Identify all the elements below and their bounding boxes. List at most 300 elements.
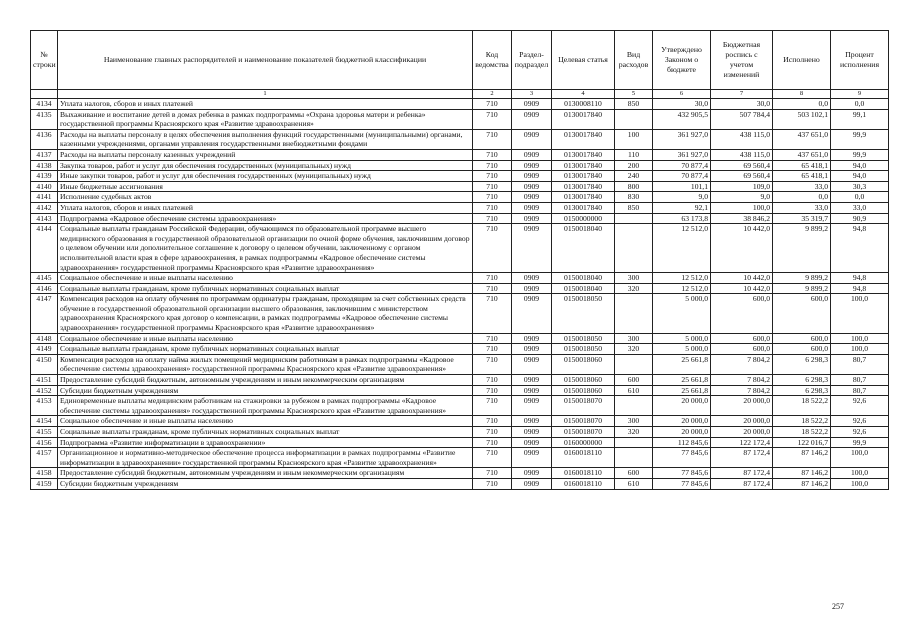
row-name: Подпрограмма «Кадровое обеспечение системы здравоохранения» [58,213,473,224]
section-code: 0909 [512,181,552,192]
section-code: 0909 [512,192,552,203]
table-row [31,448,889,468]
target-item-code: 0130017840 [552,192,615,203]
header-department-code: Код ведомства [473,31,512,90]
target-item-code: 0150018050 [552,344,615,355]
expense-type-code [615,109,653,129]
execution-percent: 80,7 [831,375,889,386]
executed-amount: 87 146,2 [773,478,831,489]
department-code: 710 [473,129,512,149]
row-number: 4137 [31,149,58,160]
execution-percent: 100,0 [831,333,889,344]
schedule-amount: 10 442,0 [711,283,773,294]
section-code: 0909 [512,273,552,284]
row-name: Иные бюджетные ассигнования [58,181,473,192]
row-number: 4149 [31,344,58,355]
execution-percent: 94,0 [831,171,889,182]
row-number: 4152 [31,385,58,396]
target-item-code: 0150018040 [552,224,615,273]
execution-percent: 99,1 [831,109,889,129]
expense-type-code [615,437,653,448]
executed-amount: 9 899,2 [773,283,831,294]
schedule-amount: 10 442,0 [711,273,773,284]
header-row [31,31,889,90]
approved-amount: 25 661,8 [653,354,711,374]
row-number: 4146 [31,283,58,294]
approved-amount: 361 927,0 [653,129,711,149]
target-item-code: 0130017840 [552,202,615,213]
expense-type-code: 600 [615,468,653,479]
section-code: 0909 [512,202,552,213]
target-item-code: 0130017840 [552,160,615,171]
department-code: 710 [473,437,512,448]
expense-type-code [615,224,653,273]
approved-amount: 70 877,4 [653,171,711,182]
column-number: 6 [653,90,711,99]
schedule-amount: 7 804,2 [711,385,773,396]
approved-amount: 77 845,6 [653,448,711,468]
executed-amount: 122 016,7 [773,437,831,448]
table-row [31,385,889,396]
schedule-amount: 109,0 [711,181,773,192]
table-row [31,192,889,203]
page-number: 257 [832,602,844,611]
schedule-amount: 600,0 [711,294,773,333]
executed-amount: 600,0 [773,344,831,355]
department-code: 710 [473,385,512,396]
target-item-code: 0150018040 [552,273,615,284]
execution-percent: 99,9 [831,129,889,149]
department-code: 710 [473,149,512,160]
target-item-code: 0130008110 [552,99,615,110]
section-code: 0909 [512,333,552,344]
expense-type-code [615,448,653,468]
column-number: 5 [615,90,653,99]
execution-percent: 80,7 [831,385,889,396]
table-row [31,478,889,489]
department-code: 710 [473,99,512,110]
column-number: 7 [711,90,773,99]
row-number: 4141 [31,192,58,203]
table-row [31,283,889,294]
executed-amount: 9 899,2 [773,224,831,273]
executed-amount: 33,0 [773,202,831,213]
row-number: 4153 [31,396,58,416]
executed-amount: 437 651,0 [773,129,831,149]
execution-percent: 92,6 [831,416,889,427]
section-code: 0909 [512,109,552,129]
executed-amount: 65 418,1 [773,160,831,171]
target-item-code: 0160018110 [552,468,615,479]
schedule-amount: 600,0 [711,333,773,344]
row-name: Организационное и нормативно-методическое обеспечение процесса информатизации в рамках подпрограммы «Развитие информатизации в здравоохранении» государственной программы Красноярского края «Развитие здравоохранения» [58,448,473,468]
execution-percent: 99,9 [831,149,889,160]
expense-type-code: 200 [615,160,653,171]
row-number: 4145 [31,273,58,284]
header-budget-schedule: Бюджетная роспись с учетом изменений [711,31,773,90]
row-number: 4140 [31,181,58,192]
row-number: 4136 [31,129,58,149]
expense-type-code: 610 [615,385,653,396]
approved-amount: 112 845,6 [653,437,711,448]
expense-type-code: 850 [615,99,653,110]
table-row [31,160,889,171]
execution-percent: 80,7 [831,354,889,374]
schedule-amount: 20 000,0 [711,416,773,427]
department-code: 710 [473,224,512,273]
approved-amount: 12 512,0 [653,283,711,294]
approved-amount: 12 512,0 [653,224,711,273]
schedule-amount: 69 560,4 [711,171,773,182]
column-number: 9 [831,90,889,99]
header-expense-type: Вид расходов [615,31,653,90]
execution-percent: 92,6 [831,396,889,416]
row-number: 4151 [31,375,58,386]
schedule-amount: 122 172,4 [711,437,773,448]
department-code: 710 [473,344,512,355]
schedule-amount: 438 115,0 [711,149,773,160]
approved-amount: 70 877,4 [653,160,711,171]
table-row [31,396,889,416]
approved-amount: 5 000,0 [653,294,711,333]
row-name: Расходы на выплаты персоналу в целях обеспечения выполнения функций государственными (муниципальными) органами, казенными учреждениями, органами управления государственными внебюджетными фондами [58,129,473,149]
expense-type-code: 800 [615,181,653,192]
table-row [31,129,889,149]
approved-amount: 63 173,8 [653,213,711,224]
execution-percent: 100,0 [831,344,889,355]
schedule-amount: 30,0 [711,99,773,110]
schedule-amount: 600,0 [711,344,773,355]
expense-type-code: 320 [615,344,653,355]
executed-amount: 35 319,7 [773,213,831,224]
table-row [31,273,889,284]
target-item-code: 0150000000 [552,213,615,224]
department-code: 710 [473,333,512,344]
executed-amount: 6 298,3 [773,375,831,386]
column-number: 2 [473,90,512,99]
table-row [31,213,889,224]
table-row [31,416,889,427]
column-number: 1 [58,90,473,99]
section-code: 0909 [512,283,552,294]
row-name: Подпрограмма «Развитие информатизации в здравоохранении» [58,437,473,448]
row-number: 4135 [31,109,58,129]
schedule-amount: 10 442,0 [711,224,773,273]
department-code: 710 [473,273,512,284]
target-item-code: 0150018060 [552,375,615,386]
executed-amount: 33,0 [773,181,831,192]
table-row [31,333,889,344]
execution-percent: 99,9 [831,437,889,448]
executed-amount: 437 651,0 [773,149,831,160]
target-item-code: 0130017840 [552,181,615,192]
row-number: 4143 [31,213,58,224]
approved-amount: 432 905,5 [653,109,711,129]
executed-amount: 6 298,3 [773,354,831,374]
approved-amount: 9,0 [653,192,711,203]
executed-amount: 9 899,2 [773,273,831,284]
execution-percent: 100,0 [831,448,889,468]
execution-percent: 94,8 [831,283,889,294]
approved-amount: 101,1 [653,181,711,192]
execution-percent: 94,8 [831,273,889,284]
row-number: 4157 [31,448,58,468]
column-number: 3 [512,90,552,99]
table-row [31,344,889,355]
row-name: Предоставление субсидий бюджетным, автономным учреждениям и иным некоммерческим организациям [58,375,473,386]
approved-amount: 25 661,8 [653,375,711,386]
row-name: Закупка товаров, работ и услуг для обеспечения государственных (муниципальных) нужд [58,160,473,171]
row-number: 4144 [31,224,58,273]
row-number: 4148 [31,333,58,344]
department-code: 710 [473,448,512,468]
section-code: 0909 [512,344,552,355]
table-row [31,202,889,213]
department-code: 710 [473,192,512,203]
execution-percent: 92,6 [831,427,889,438]
header-name: Наименование главных распорядителей и наименование показателей бюджетной классификации [58,31,473,90]
executed-amount: 18 522,2 [773,396,831,416]
column-number [31,90,58,99]
target-item-code: 0150018040 [552,283,615,294]
executed-amount: 87 146,2 [773,448,831,468]
execution-percent: 100,0 [831,478,889,489]
approved-amount: 5 000,0 [653,344,711,355]
table-row [31,224,889,273]
schedule-amount: 20 000,0 [711,427,773,438]
table-row [31,354,889,374]
execution-percent: 100,0 [831,294,889,333]
department-code: 710 [473,202,512,213]
expense-type-code [615,396,653,416]
row-name: Единовременные выплаты медицинским работникам на стажировки за рубежом в рамках подпрограммы «Кадровое обеспечение системы здравоохранения» государственной программы Красноярского края «Развитие здравоохранения» [58,396,473,416]
table-row [31,109,889,129]
schedule-amount: 438 115,0 [711,129,773,149]
section-code: 0909 [512,396,552,416]
schedule-amount: 69 560,4 [711,160,773,171]
row-number: 4158 [31,468,58,479]
row-number: 4139 [31,171,58,182]
department-code: 710 [473,468,512,479]
expense-type-code [615,354,653,374]
row-name: Субсидии бюджетным учреждениям [58,385,473,396]
schedule-amount: 507 784,4 [711,109,773,129]
executed-amount: 600,0 [773,333,831,344]
table-row [31,294,889,333]
department-code: 710 [473,427,512,438]
row-name: Социальные выплаты гражданам, кроме публичных нормативных социальных выплат [58,344,473,355]
execution-percent: 0,0 [831,192,889,203]
target-item-code: 0160018110 [552,448,615,468]
department-code: 710 [473,354,512,374]
row-name: Социальное обеспечение и иные выплаты населению [58,333,473,344]
executed-amount: 65 418,1 [773,171,831,182]
row-name: Иные закупки товаров, работ и услуг для обеспечения государственных (муниципальных) нужд [58,171,473,182]
executed-amount: 503 102,1 [773,109,831,129]
row-number: 4138 [31,160,58,171]
target-item-code: 0150018070 [552,396,615,416]
expense-type-code: 240 [615,171,653,182]
approved-amount: 12 512,0 [653,273,711,284]
target-item-code: 0130017840 [552,109,615,129]
section-code: 0909 [512,427,552,438]
target-item-code: 0130017840 [552,171,615,182]
expense-type-code: 300 [615,416,653,427]
department-code: 710 [473,109,512,129]
table-row [31,99,889,110]
section-code: 0909 [512,171,552,182]
table-row [31,181,889,192]
row-name: Исполнение судебных актов [58,192,473,203]
department-code: 710 [473,171,512,182]
row-name: Субсидии бюджетным учреждениям [58,478,473,489]
row-name: Выхаживание и воспитание детей в домах ребенка в рамках подпрограммы «Охрана здоровья матери и ребенка» государственной программы Красноярского края «Развитие здравоохранения» [58,109,473,129]
approved-amount: 30,0 [653,99,711,110]
row-name: Предоставление субсидий бюджетным, автономным учреждениям и иным некоммерческим организациям [58,468,473,479]
execution-percent: 90,9 [831,213,889,224]
section-code: 0909 [512,160,552,171]
department-code: 710 [473,283,512,294]
execution-percent: 0,0 [831,99,889,110]
column-number: 8 [773,90,831,99]
approved-amount: 25 661,8 [653,385,711,396]
approved-amount: 77 845,6 [653,468,711,479]
executed-amount: 18 522,2 [773,416,831,427]
table-body [31,99,889,490]
section-code: 0909 [512,437,552,448]
schedule-amount: 87 172,4 [711,468,773,479]
schedule-amount: 9,0 [711,192,773,203]
header-percent: Процент исполнения [831,31,889,90]
expense-type-code: 300 [615,333,653,344]
target-item-code: 0160000000 [552,437,615,448]
approved-amount: 20 000,0 [653,427,711,438]
department-code: 710 [473,181,512,192]
section-code: 0909 [512,294,552,333]
row-number: 4155 [31,427,58,438]
department-code: 710 [473,294,512,333]
row-name: Компенсация расходов на оплату обучения по программам ординатуры гражданам, проходящим за счет собственных средств обучение в государственной образовательной организации высшего образования, заключившим с министерством здравоохранения Красноярского края договор о компенсации, в рамках подпрограммы «Кадровое обеспечение системы здравоохранения» государственной программы Красноярского края «Развитие здравоохранения» [58,294,473,333]
table-row [31,171,889,182]
table-row [31,375,889,386]
approved-amount: 5 000,0 [653,333,711,344]
executed-amount: 18 522,2 [773,427,831,438]
target-item-code: 0130017840 [552,149,615,160]
approved-amount: 20 000,0 [653,416,711,427]
row-name: Уплата налогов, сборов и иных платежей [58,99,473,110]
header-row-number: № строки [31,31,58,90]
row-number: 4159 [31,478,58,489]
section-code: 0909 [512,149,552,160]
column-number: 4 [552,90,615,99]
table-row [31,437,889,448]
expense-type-code: 320 [615,283,653,294]
schedule-amount: 20 000,0 [711,396,773,416]
execution-percent: 30,3 [831,181,889,192]
section-code: 0909 [512,448,552,468]
executed-amount: 600,0 [773,294,831,333]
execution-percent: 94,8 [831,224,889,273]
expense-type-code [615,213,653,224]
header-target-item: Целевая статья [552,31,615,90]
target-item-code: 0150018070 [552,416,615,427]
target-item-code: 0130017840 [552,129,615,149]
table-row [31,427,889,438]
header-section: Раздел-подраздел [512,31,552,90]
row-name: Расходы на выплаты персоналу казенных учреждений [58,149,473,160]
schedule-amount: 87 172,4 [711,478,773,489]
department-code: 710 [473,478,512,489]
department-code: 710 [473,213,512,224]
section-code: 0909 [512,99,552,110]
row-name: Социальное обеспечение и иные выплаты населению [58,416,473,427]
expense-type-code: 100 [615,129,653,149]
executed-amount: 87 146,2 [773,468,831,479]
target-item-code: 0150018060 [552,354,615,374]
expense-type-code: 850 [615,202,653,213]
target-item-code: 0150018050 [552,333,615,344]
target-item-code: 0150018060 [552,385,615,396]
expense-type-code: 600 [615,375,653,386]
section-code: 0909 [512,224,552,273]
row-name: Уплата налогов, сборов и иных платежей [58,202,473,213]
department-code: 710 [473,396,512,416]
row-name: Социальные выплаты гражданам, кроме публичных нормативных социальных выплат [58,283,473,294]
approved-amount: 92,1 [653,202,711,213]
schedule-amount: 100,0 [711,202,773,213]
approved-amount: 20 000,0 [653,396,711,416]
row-name: Компенсация расходов на оплату найма жилых помещений медицинским работникам в рамках подпрограммы «Кадровое обеспечение системы здравоохранения» государственной программы Красноярского края «Развитие здравоохранения» [58,354,473,374]
execution-percent: 94,0 [831,160,889,171]
department-code: 710 [473,416,512,427]
row-name: Социальные выплаты гражданам Российской Федерации, обучающимся по образовательной программе высшего медицинского образования в государственной образовательной организации по очной форме обучения, заключившим договор о целевом обучении или дополнительное соглашение к договору о целевом обучении, заключенному с органом исполнительной власти края в сфере здравоохранения, в рамках подпрограммы «Кадровое обеспечение системы здравоохранения» государственной программы Красноярского края «Развитие здравоохранения» [58,224,473,273]
executed-amount: 0,0 [773,192,831,203]
section-code: 0909 [512,416,552,427]
row-number: 4142 [31,202,58,213]
target-item-code: 0160018110 [552,478,615,489]
section-code: 0909 [512,385,552,396]
schedule-amount: 87 172,4 [711,448,773,468]
expense-type-code: 610 [615,478,653,489]
schedule-amount: 7 804,2 [711,375,773,386]
table-row [31,468,889,479]
expense-type-code: 110 [615,149,653,160]
expense-type-code: 300 [615,273,653,284]
section-code: 0909 [512,468,552,479]
execution-percent: 33,0 [831,202,889,213]
schedule-amount: 38 846,2 [711,213,773,224]
row-name: Социальное обеспечение и иные выплаты населению [58,273,473,284]
row-number: 4150 [31,354,58,374]
table-row [31,149,889,160]
row-number: 4147 [31,294,58,333]
approved-amount: 77 845,6 [653,478,711,489]
row-number: 4156 [31,437,58,448]
execution-percent: 100,0 [831,468,889,479]
expense-type-code: 830 [615,192,653,203]
target-item-code: 0150018070 [552,427,615,438]
section-code: 0909 [512,213,552,224]
executed-amount: 6 298,3 [773,385,831,396]
executed-amount: 0,0 [773,99,831,110]
department-code: 710 [473,160,512,171]
column-number-row [31,90,889,99]
row-number: 4134 [31,99,58,110]
row-number: 4154 [31,416,58,427]
section-code: 0909 [512,354,552,374]
section-code: 0909 [512,478,552,489]
section-code: 0909 [512,375,552,386]
